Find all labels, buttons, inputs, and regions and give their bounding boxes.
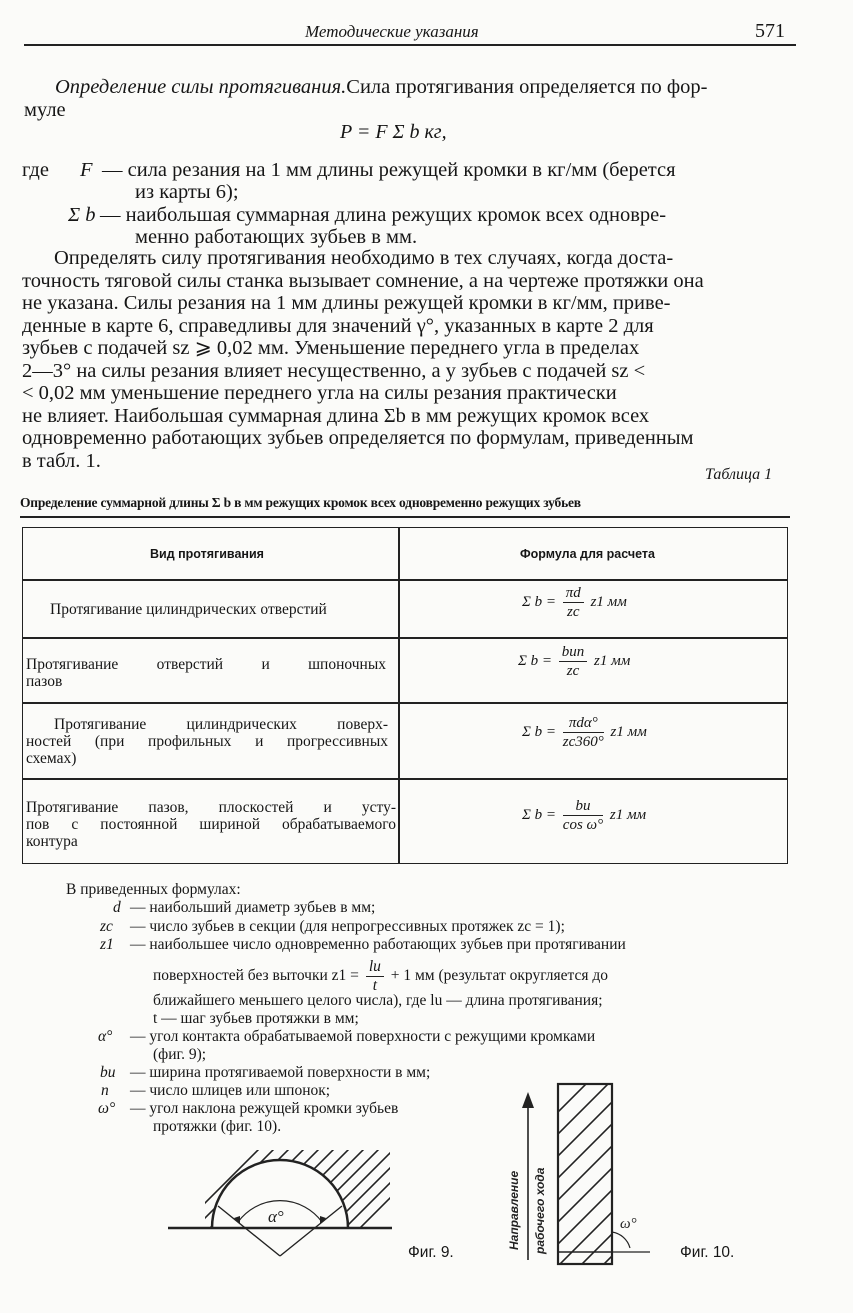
note-symbol: bu [100,1064,116,1081]
formula-fraction [563,584,584,621]
z1-line: ближайшего меньшего целого числа), где lu — длина протягивания; [153,992,603,1009]
z1-fraction-numerator: lu [366,958,384,977]
table-row-kind-line: Протягивание цилиндрических поверх- [54,716,388,733]
formula-numerator: bu [563,797,603,816]
formula-lhs: Σ b = [518,652,553,669]
formula-lhs: Σ b = [522,806,557,823]
figure-9-label: Фиг. 9. [408,1244,454,1261]
paragraph-line: < 0,02 мм уменьшение переднего угла на силы резания практически [22,382,617,404]
paragraph-line: в табл. 1. [22,449,101,472]
formula-numerator: πd [563,584,584,603]
z1-formula-line [153,958,608,995]
table-row-kind-line: Протягивание отверстий и шпоночных [26,656,386,673]
intro-line-1 [55,76,791,99]
formula-fraction [563,714,604,751]
figure-10-angle-label: ω° [620,1216,637,1232]
table-row-kind: Протягивание цилиндрических отверстий [50,601,327,618]
def-symbol-sum-b: Σ b [68,204,96,226]
formula-numerator: buп [559,643,588,662]
paragraph-line: не указана. Силы резания на 1 мм длины режущей кромки в кг/мм, приве- [22,292,671,314]
figure-10-label: Фиг. 10. [680,1244,735,1261]
note-symbol: d [113,899,121,916]
page-number: 571 [755,20,785,42]
note-text: — число шлицев или шпонок; [130,1082,331,1099]
force-formula: P = F Σ b кг, [340,121,447,143]
table-row-formula [522,797,646,834]
note-symbol: z1 [100,936,114,953]
formula-lhs: Σ b = [522,593,557,610]
running-head: Методические указания [305,22,479,41]
note-text: — наибольшее число одновременно работающих зубьев при протягивании [130,936,626,953]
formula-rhs: z1 мм [590,593,627,610]
formula-denominator: zc [566,663,580,679]
note-text: — число зубьев в секции (для непрогрессивных протяжек zc = 1); [130,918,565,935]
formula-rhs: z1 мм [594,652,631,669]
figure-10-arrow-text: рабочего хода [533,1167,547,1254]
table-row-divider [22,778,788,780]
note-text: — наибольший диаметр зубьев в мм; [130,899,376,916]
note-symbol: α° [98,1028,113,1045]
intro-line-2: муле [24,99,66,121]
table-row-formula [522,714,647,751]
table-row-divider [22,579,788,581]
def-f-line-2: из карты 6); [135,181,239,203]
paragraph-line: денные в карте 6, справедливы для значений γ°, указанных в карте 2 для [22,314,654,337]
figure-10-diagram [500,1080,660,1270]
figure-9-diagram [160,1148,400,1270]
formula-rhs: z1 мм [609,806,647,823]
def-symbol-f: F [80,159,93,181]
formula-fraction [563,797,603,834]
def-f-line-1: — сила резания на 1 мм длины режущей кромки в кг/мм (берется [102,159,676,181]
table-row-kind-line: ностей (при профильных и прогрессивных [26,733,388,750]
intro-text: Сила протягивания определяется по фор- [346,76,708,98]
paragraph-line: зубьев с подачей sz ⩾ 0,02 мм. Уменьшение переднего угла в пределах [22,337,640,359]
note-text: — угол контакта обрабатываемой поверхности с режущими кромками [130,1028,596,1045]
table-row-kind-line: схемах) [26,750,77,767]
table-row-divider [22,637,788,639]
z1-formula-text: поверхностей без выточки z1 = [153,967,359,985]
table-row-divider [22,702,788,704]
table-header-formula: Формула для расчета [520,547,655,561]
paragraph-line: Определять силу протягивания необходимо в тех случаях, когда доста- [54,247,674,269]
def-lead: где [22,159,49,181]
note-text: — ширина протягиваемой поверхности в мм; [130,1064,431,1081]
def-sum-b-line-2: менно работающих зубьев в мм. [135,226,418,248]
table-row-kind-line: пов с постоянной шириной обрабатываемого [26,816,396,833]
table-header-kind: Вид протягивания [150,547,264,561]
formula-fraction [559,643,588,680]
note-text: — угол наклона режущей кромки зубьев [130,1100,399,1117]
formula-denominator: cos ω° [562,817,604,833]
paragraph [22,247,792,472]
paragraph-line: точность тяговой силы станка вызывает сомнение, а на чертеже протяжки она [22,269,704,292]
note-symbol: n [101,1082,109,1099]
formula-numerator: πdα° [563,714,604,733]
paragraph-line: не влияет. Наибольшая суммарная длина Σb в мм режущих кромок всех [22,404,650,427]
formula-rhs: z1 мм [610,723,647,740]
z1-fraction-denominator: t [372,977,377,994]
table-row-kind-line: пазов [26,673,63,690]
def-sum-b-line-1: — наибольшая суммарная длина режущих кромок всех одновре- [100,204,667,226]
table-row-kind-line: контура [26,833,78,850]
figure-9-angle-label: α° [268,1207,284,1226]
z1-formula-text: + 1 мм (результат округляется до [390,967,609,985]
formula-denominator: zc360° [562,734,604,750]
table-row-kind-line: Протягивание пазов, плоскостей и усту- [26,799,396,816]
paragraph-line: 2—3° на силы резания влияет несущественно, а у зубьев с подачей sz < [22,359,646,382]
table-rule [20,516,790,518]
formula-lhs: Σ b = [522,723,557,740]
notes-intro: В приведенных формулах: [66,881,241,898]
table-column-divider [398,527,400,864]
note-text: протяжки (фиг. 10). [153,1118,282,1135]
header-rule [24,44,796,46]
t-line: t — шаг зубьев протяжки в мм; [153,1010,359,1027]
formula-denominator: zc [567,604,580,620]
paragraph-line: одновременно работающих зубьев определяется по формулам, приведенным [22,427,694,449]
table-row-kind [26,716,388,767]
table-row-kind [26,799,396,850]
table-row-formula [518,643,630,680]
z1-fraction [366,958,384,995]
note-symbol: zc [100,918,113,935]
note-symbol: ω° [98,1100,116,1117]
table-title: Определение суммарной длины Σ b в мм режущих кромок всех одновременно режущих зубьев [20,495,581,510]
table-row-formula [522,584,627,621]
figure-10-arrow-text: Направление [507,1170,521,1250]
table-label: Таблица 1 [705,466,773,483]
note-text: (фиг. 9); [153,1046,207,1063]
table-row-kind [26,656,386,690]
section-heading: Определение силы протягивания. [55,76,347,98]
